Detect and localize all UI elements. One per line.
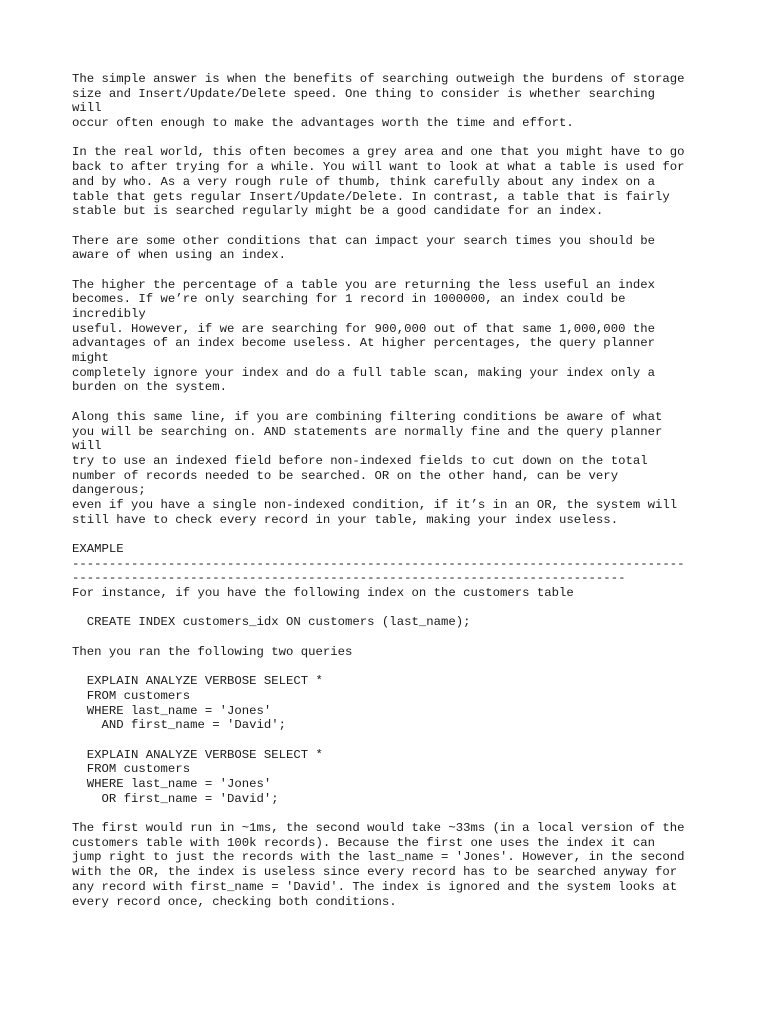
text-line: table that gets regular Insert/Update/Delete. In contrast, a table that is fairly	[72, 189, 670, 204]
text-line: advantages of an index become useless. At higher percentages, the query planner	[72, 336, 655, 351]
text-line: There are some other conditions that can impact your search times you should be	[72, 233, 655, 248]
text-line: useful. However, if we are searching for 900,000 out of that same 1,000,000 the	[72, 321, 655, 336]
text-line: will	[72, 101, 102, 116]
text-line: The higher the percentage of a table you are returning the less useful an index	[72, 277, 655, 292]
text-line: The first would run in ~1ms, the second would take ~33ms (in a local version of the	[72, 821, 685, 836]
example-section	[72, 542, 702, 909]
text-line: every record once, checking both conditions.	[72, 894, 397, 909]
paragraph-4	[72, 278, 702, 396]
code-line: WHERE last_name = 'Jones'	[72, 703, 272, 718]
text-line: customers table with 100k records). Because the first one uses the index it can	[72, 835, 655, 850]
example-then: Then you ran the following two queries	[72, 644, 353, 659]
code-query-2	[72, 748, 702, 807]
text-line: The simple answer is when the benefits of searching outweigh the burdens of storage	[72, 72, 685, 86]
text-line: number of records needed to be searched. OR on the other hand, can be very	[72, 468, 619, 483]
code-line: AND first_name = 'David';	[72, 718, 287, 733]
text-line: try to use an indexed field before non-indexed fields to cut down on the total	[72, 453, 648, 468]
divider: ---------------------------------------------------------------------------	[72, 571, 626, 586]
example-heading: EXAMPLE	[72, 542, 124, 556]
text-line: even if you have a single non-indexed condition, if it’s in an OR, the system will	[72, 497, 678, 512]
text-line: and by who. As a very rough rule of thumb, think carefully about any index on a	[72, 174, 655, 189]
text-line: incredibly	[72, 307, 146, 321]
paragraph-2	[72, 145, 702, 218]
paragraph-5	[72, 410, 702, 528]
text-line: size and Insert/Update/Delete speed. One thing to consider is whether searching	[72, 86, 655, 101]
paragraph-1	[72, 72, 702, 131]
code-index-statement: CREATE INDEX customers_idx ON customers (last_name);	[72, 615, 471, 630]
example-conclusion	[72, 821, 702, 909]
text-line: with the OR, the index is useless since every record has to be searched anyway for	[72, 865, 678, 880]
text-line: might	[72, 351, 109, 366]
example-intro: For instance, if you have the following index on the customers table	[72, 586, 574, 601]
paragraph-3	[72, 234, 702, 263]
code-line: FROM customers	[72, 688, 191, 703]
text-line: you will be searching on. AND statements are normally fine and the query planner	[72, 424, 663, 439]
text-line: dangerous;	[72, 483, 146, 498]
text-line: Along this same line, if you are combining filtering conditions be aware of what	[72, 409, 663, 424]
text-line: will	[72, 439, 102, 454]
text-line: In the real world, this often becomes a grey area and one that you might have to go	[72, 145, 685, 160]
code-query-1	[72, 674, 702, 733]
code-line: FROM customers	[72, 762, 191, 777]
document-page	[72, 72, 702, 909]
text-line: jump right to just the records with the last_name = 'Jones'. However, in the second	[72, 850, 685, 865]
text-line: any record with first_name = 'David'. The index is ignored and the system looks at	[72, 879, 678, 894]
text-line: occur often enough to make the advantages worth the time and effort.	[72, 116, 574, 131]
text-line: completely ignore your index and do a full table scan, making your index only a	[72, 365, 655, 380]
code-line: EXPLAIN ANALYZE VERBOSE SELECT *	[72, 747, 323, 762]
text-line: aware of when using an index.	[72, 248, 287, 263]
code-line: WHERE last_name = 'Jones'	[72, 777, 272, 791]
text-line: still have to check every record in your table, making your index useless.	[72, 512, 619, 527]
code-line: OR first_name = 'David';	[72, 791, 279, 806]
text-line: becomes. If we’re only searching for 1 record in 1000000, an index could be	[72, 292, 626, 307]
code-line: EXPLAIN ANALYZE VERBOSE SELECT *	[72, 674, 323, 689]
divider: -----------------------------------------------------------------------------------	[72, 556, 685, 571]
text-line: stable but is searched regularly might be a good candidate for an index.	[72, 204, 604, 219]
text-line: back to after trying for a while. You will want to look at what a table is used for	[72, 160, 685, 175]
text-line: burden on the system.	[72, 380, 227, 395]
